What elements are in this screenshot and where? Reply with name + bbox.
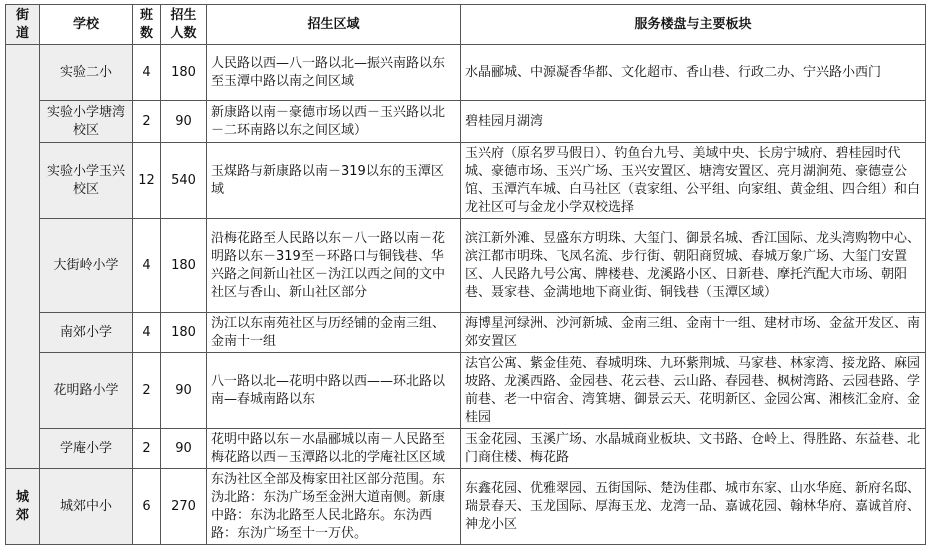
- enroll-area: 玉煤路与新康路以南－319以东的玉潭区域: [207, 143, 461, 219]
- school-name: 大街岭小学: [40, 219, 133, 313]
- class-count: 2: [133, 101, 161, 143]
- table-row: [6, 219, 926, 313]
- enroll-count: 540: [161, 143, 207, 219]
- enrollment-table: [5, 4, 926, 545]
- enroll-count: 90: [161, 353, 207, 429]
- enroll-area: 沿梅花路至人民路以东－八一路以南－花明路以东－319至－环路口与铜钱巷、华兴路之间新山社区－沩江以西之间的文中社区与香山、新山社区部分: [207, 219, 461, 313]
- enroll-area: 花明中路以东－水晶郦城以南－人民路至梅花路以西－玉潭路以北的学庵社区区域: [207, 429, 461, 469]
- street-cell: 城郊: [6, 469, 40, 545]
- enroll-area: 八一路以北—花明中路以西——环北路以南—春城南路以东: [207, 353, 461, 429]
- table-row: [6, 469, 926, 545]
- enroll-count: 90: [161, 101, 207, 143]
- table-row: [6, 45, 926, 101]
- class-count: 4: [133, 313, 161, 353]
- class-count: 12: [133, 143, 161, 219]
- table-row: [6, 313, 926, 353]
- service-list: 滨江新外滩、昱盛东方明珠、大玺门、御景名城、香江国际、龙头湾购物中心、滨江都市明珠、飞凤名流、步行街、朝阳商贸城、春城万象广场、大玺门安置区、人民路九号公寓、牌楼巷、龙溪路小区、日新巷、摩托汽配大市场、朝阳巷、聂家巷、金满地地下商业街、铜钱巷（玉潭区域）: [461, 219, 926, 313]
- table-row: [6, 143, 926, 219]
- table-row: [6, 429, 926, 469]
- header-school: 学校: [40, 5, 133, 45]
- school-name: 学庵小学: [40, 429, 133, 469]
- school-name: 实验小学玉兴校区: [40, 143, 133, 219]
- service-list: 法官公寓、紫金佳苑、春城明珠、九环紫荆城、马家巷、林家湾、接龙路、麻园坡路、龙溪西路、金园巷、花云巷、云山路、春园巷、枫树湾路、云园巷路、学前巷、老一中宿舍、湾箕塘、御景云天、花明新区、金园公寓、湘核汇金府、金桂园: [461, 353, 926, 429]
- class-count: 2: [133, 353, 161, 429]
- class-count: 6: [133, 469, 161, 545]
- school-name: 城郊中小: [40, 469, 133, 545]
- enroll-count: 180: [161, 45, 207, 101]
- school-name: 实验小学塘湾校区: [40, 101, 133, 143]
- enroll-count: 90: [161, 429, 207, 469]
- enroll-area: 东沩社区全部及梅家田社区部分范围。东沩北路：东沩广场至金洲大道南侧。新康中路：东沩北路至人民北路东。东沩西路：东沩广场至十一万伏。: [207, 469, 461, 545]
- service-list: 海博星河绿洲、沙河新城、金南三组、金南十一组、建材市场、金盆开发区、南郊安置区: [461, 313, 926, 353]
- enroll-count: 180: [161, 219, 207, 313]
- header-street: 街道: [6, 5, 40, 45]
- service-list: 碧桂园月湖湾: [461, 101, 926, 143]
- table-row: [6, 353, 926, 429]
- enroll-count: 180: [161, 313, 207, 353]
- header-row: [6, 5, 926, 45]
- service-list: 东鑫花园、优雅翠园、五街国际、楚沩佳郡、城市东家、山水华庭、新府名邸、瑞景春天、玉龙国际、厚海玉龙、龙湾一品、嘉诚花园、翰林华府、嘉诚首府、神龙小区: [461, 469, 926, 545]
- street-cell-blank: [6, 45, 40, 469]
- enroll-area: 沩江以东南苑社区与历经铺的金南三组、金南十一组: [207, 313, 461, 353]
- school-name: 花明路小学: [40, 353, 133, 429]
- header-classes: 班数: [133, 5, 161, 45]
- service-list: 水晶郦城、中源凝香华都、文化超市、香山巷、行政二办、宁兴路小西门: [461, 45, 926, 101]
- class-count: 4: [133, 219, 161, 313]
- school-name: 实验二小: [40, 45, 133, 101]
- enroll-area: 人民路以西—八一路以北—振兴南路以东至玉潭中路以南之间区域: [207, 45, 461, 101]
- header-enroll: 招生人数: [161, 5, 207, 45]
- table-row: [6, 101, 926, 143]
- school-name: 南郊小学: [40, 313, 133, 353]
- enroll-count: 270: [161, 469, 207, 545]
- header-area: 招生区域: [207, 5, 461, 45]
- header-service: 服务楼盘与主要板块: [461, 5, 926, 45]
- service-list: 玉金花园、玉溪广场、水晶城商业板块、文书路、仓岭上、得胜路、东益巷、北门商住楼、梅花路: [461, 429, 926, 469]
- service-list: 玉兴府（原名罗马假日）、钓鱼台九号、美域中央、长房宁城府、碧桂园时代城、豪德市场、玉兴广场、玉兴安置区、塘湾安置区、亮月湖涧苑、豪德壹公馆、玉潭汽车城、白马社区（袁家组、公平组、向家组、黄金组、四合组）和白龙社区可与金龙小学双校选择: [461, 143, 926, 219]
- class-count: 4: [133, 45, 161, 101]
- enroll-area: 新康路以南－豪德市场以西－玉兴路以北－二环南路以东之间区域）: [207, 101, 461, 143]
- class-count: 2: [133, 429, 161, 469]
